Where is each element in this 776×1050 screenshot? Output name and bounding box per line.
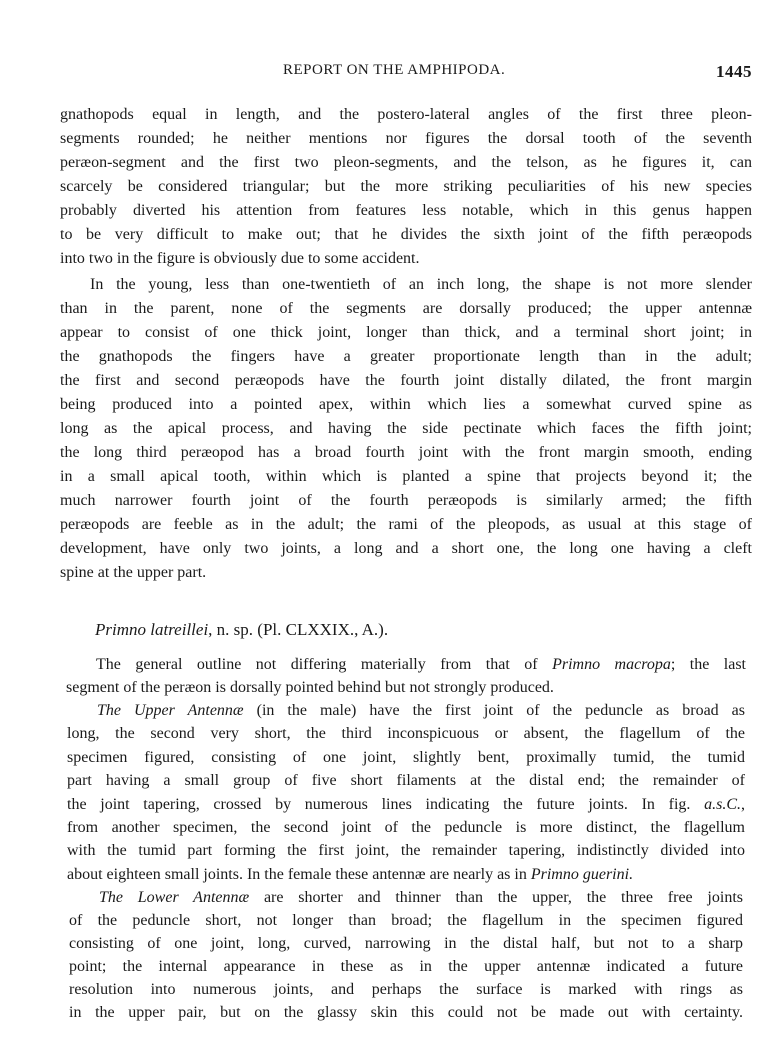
text-line: in the upper pair, but on the glassy skin this could not be made out with certainty. <box>69 1004 743 1021</box>
text-line: than in the parent, none of the segments are dorsally produced; the upper antennæ <box>60 300 752 317</box>
text-segment: , n. sp. (Pl. CLXXIX., A.). <box>208 620 389 639</box>
italic-text: Primno latreillei <box>95 620 209 639</box>
text-line: the gnathopods the fingers have a greater proportionate length than in the adult; <box>60 348 752 365</box>
text-line: probably diverted his attention from features less notable, which in this genus happen <box>60 202 752 219</box>
text-line: appear to consist of one thick joint, longer than thick, and a terminal short joint; in <box>60 324 752 341</box>
text-line: much narrower fourth joint of the fourth peræopods is similarly armed; the fifth <box>60 492 752 509</box>
text-line <box>67 793 745 816</box>
paragraph-lower-antennae <box>69 886 743 1024</box>
text-line: with the tumid part forming the first joint, the remainder tapering, indistinctly divided into <box>67 842 745 860</box>
paragraph-young <box>60 273 752 585</box>
text-line: consisting of one joint, long, curved, narrowing in the distal half, but not to a sharp <box>69 935 743 952</box>
text-line: long as the apical process, and having the side pectinate which faces the fifth joint; <box>60 420 752 437</box>
text-line: development, have only two joints, a long and a short one, the long one having a cleft <box>60 540 752 557</box>
text-line: In the young, less than one-twentieth of an inch long, the shape is not more slender <box>90 276 752 293</box>
text-segment: , <box>741 795 745 813</box>
text-line: peræopods are feeble as in the adult; the rami of the pleopods, as usual at this stage of <box>60 516 752 533</box>
text-segment: about eighteen small joints. In the female these antennæ are nearly as in <box>67 865 531 883</box>
text-line: into two in the figure is obviously due to some accident. <box>60 250 420 267</box>
paragraph-upper-antennae <box>67 699 745 886</box>
text-segment: (in the male) have the first joint of the peduncle as broad as <box>243 702 745 719</box>
italic-text: a.s.C. <box>704 795 741 813</box>
text-line: part having a small group of five short filaments at the distal end; the remainder of <box>67 772 745 790</box>
text-line: spine at the upper part. <box>60 564 207 581</box>
text-line: point; the internal appearance in these as in the upper antennæ indicated a future <box>69 958 743 975</box>
text-line: gnathopods equal in length, and the postero-lateral angles of the first three pleon- <box>60 106 752 123</box>
italic-text: Primno guerini. <box>530 865 634 883</box>
running-header-title: REPORT ON THE AMPHIPODA. <box>283 62 506 78</box>
text-segment: the joint tapering, crossed by numerous lines indicating the future joints. In fig. <box>67 795 705 813</box>
text-line: the first and second peræopods have the fourth joint distally dilated, the front margin <box>60 372 752 389</box>
text-line: of the peduncle short, not longer than broad; the flagellum in the specimen figured <box>69 912 743 929</box>
paragraph-continued <box>60 103 752 271</box>
species-heading <box>95 618 388 642</box>
italic-text: The Upper Antennæ <box>97 702 244 719</box>
italic-text: The Lower Antennæ <box>99 889 250 906</box>
paragraph-general-outline <box>66 653 746 700</box>
text-line: in a small apical tooth, within which is planted a spine that projects beyond it; the <box>60 468 752 485</box>
text-line: segments rounded; he neither mentions nor figures the dorsal tooth of the seventh <box>60 130 752 147</box>
text-line: being produced into a pointed apex, within which lies a somewhat curved spine as <box>60 396 752 413</box>
text-segment: ; the last <box>670 656 746 673</box>
text-line: resolution into numerous joints, and perhaps the surface is marked with rings as <box>69 981 743 998</box>
italic-text: Primno macropa <box>552 656 671 673</box>
text-line: scarcely be considered triangular; but the more striking peculiarities of his new species <box>60 178 752 195</box>
text-line: specimen figured, consisting of one joint, slightly bent, proximally tumid, the tumid <box>67 748 745 766</box>
text-line: peræon-segment and the first two pleon-segments, and the telson, as he figures it, can <box>60 154 752 171</box>
text-segment: are shorter and thinner than the upper, the three free joints <box>249 889 743 906</box>
text-line: from another specimen, the second joint of the peduncle is more distinct, the flagellum <box>67 818 745 836</box>
text-line: segment of the peræon is dorsally pointed behind but not strongly produced. <box>66 679 554 697</box>
text-line: to be very difficult to make out; that he divides the sixth joint of the fifth peræopods <box>60 226 752 243</box>
text-line <box>69 886 743 909</box>
text-line <box>67 699 745 722</box>
text-segment: The general outline not differing materially from that of <box>96 656 553 673</box>
text-line <box>66 653 746 676</box>
page-number: 1445 <box>716 62 752 81</box>
text-line: the long third peræopod has a broad fourth joint with the front margin smooth, ending <box>60 444 752 461</box>
text-line <box>67 863 745 886</box>
text-line: long, the second very short, the third inconspicuous or absent, the flagellum of the <box>67 725 745 743</box>
